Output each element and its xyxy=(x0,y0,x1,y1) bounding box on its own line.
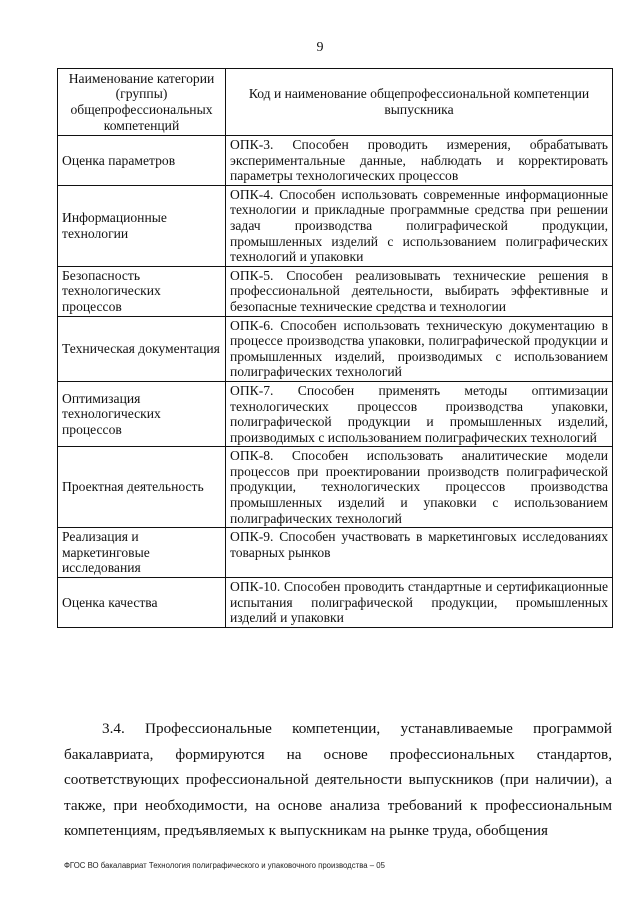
header-code: Код и наименование общепрофессиональной компетенции выпускника xyxy=(226,69,613,136)
category-cell: Реализация и маркетинговые исследования xyxy=(58,528,226,578)
header-category: Наименование категории (группы) общепрофессиональных компетенций xyxy=(58,69,226,136)
competency-table xyxy=(57,68,613,628)
table-row xyxy=(58,528,613,578)
page-number: 9 xyxy=(316,40,324,55)
body-paragraph: 3.4. Профессиональные компетенции, устанавливаемые программой бакалавриата, формируются на основе профессиональных стандартов, соответствующих профессиональной деятельности выпускников (при наличии), а также, при необходимости, на основе анализа требований к профессиональным компетенциям, предъявляемых к выпускникам на рынке труда, обобщения xyxy=(64,720,612,840)
competency-cell: ОПК-6. Способен использовать техническую документацию в процессе производства упаковки, полиграфической продукции и промышленных изделий, производимых с использованием полиграфических технологий xyxy=(226,316,613,381)
table-row xyxy=(58,185,613,266)
competency-cell: ОПК-4. Способен использовать современные информационные технологии и прикладные программные средства при решении задач производства полиграфической продукции, промышленных изделий с использованием полиграфических технологий и упаковки xyxy=(226,185,613,266)
table-header-row xyxy=(58,69,613,136)
table-row xyxy=(58,381,613,446)
category-cell: Оценка параметров xyxy=(58,136,226,186)
page-footer: ФГОС ВО бакалавриат Технология полиграфического и упаковочного производства – 05 xyxy=(64,861,385,870)
competency-cell: ОПК-10. Способен проводить стандартные и сертификационные испытания полиграфической продукции, промышленных изделий и упаковки xyxy=(226,578,613,628)
category-cell: Техническая документация xyxy=(58,316,226,381)
category-cell: Безопасность технологических процессов xyxy=(58,266,226,316)
table-row xyxy=(58,266,613,316)
competency-cell: ОПК-7. Способен применять методы оптимизации технологических процессов производства упаковки, полиграфической продукции и промышленных изделий, производимых с использованием полиграфических технологий xyxy=(226,381,613,446)
table-row xyxy=(58,136,613,186)
category-cell: Информационные технологии xyxy=(58,185,226,266)
competency-cell: ОПК-5. Способен реализовывать технические решения в профессиональной деятельности, выбирать эффективные и безопасные технические средства и технологии xyxy=(226,266,613,316)
competency-cell: ОПК-3. Способен проводить измерения, обрабатывать экспериментальные данные, наблюдать и корректировать параметры технологических процессов xyxy=(226,136,613,186)
category-cell: Проектная деятельность xyxy=(58,447,226,528)
category-cell: Оптимизация технологических процессов xyxy=(58,381,226,446)
table-row xyxy=(58,316,613,381)
table-row xyxy=(58,578,613,628)
category-cell: Оценка качества xyxy=(58,578,226,628)
table-row xyxy=(58,447,613,528)
competency-cell: ОПК-9. Способен участвовать в маркетинговых исследованиях товарных рынков xyxy=(226,528,613,578)
competency-cell: ОПК-8. Способен использовать аналитические модели процессов при проектировании производств полиграфической продукции, технологических процессов производства промышленных изделий и упаковки с использованием полиграфических технологий xyxy=(226,447,613,528)
